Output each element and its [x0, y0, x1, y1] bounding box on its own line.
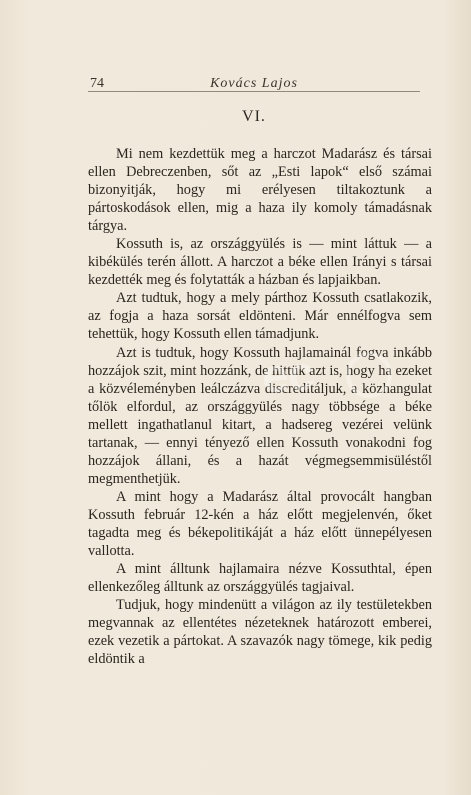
paragraph: Azt is tudtuk, hogy Kossuth hajlamainál fogva inkább hozzájok szit, mint hozzánk, de hittük azt is, hogy ha ezeket a közvéleményben leálczázva discreditáljuk, a közhangulat tőlök elfordul, az országgyülés nagy többsége a béke mellett ingathatlanul kitart, a hadsereg vezérei velünk tartanak, — ennyi tényező ellen Kossuth vonakodni fog hozzájok állani, és a hazát végmegsemmisüléstől megmenthetjük.	[88, 344, 432, 487]
chapter-heading: VI.	[242, 108, 266, 125]
paragraph: Azt tudtuk, hogy a mely párthoz Kossuth csatlakozik, az fogja a haza sorsát eldönteni. Már ennélfogva sem tehettük, hogy Kossuth ellen támadjunk.	[88, 290, 432, 343]
paragraph: Tudjuk, hogy mindenütt a világon az ily testületekben megvannak az ellentétes nézeteknek határozott emberei, ezek vezetik a pártokat. A szavazók nagy tömege, kik pedig eldöntik a	[88, 597, 432, 668]
paragraph: A mint álltunk hajlamaira nézve Kossuthtal, épen ellenkezőleg álltunk az országgyülés tagjaival.	[88, 561, 432, 596]
page-number: 74	[90, 76, 104, 91]
header-rule	[88, 91, 420, 92]
paragraph: Mi nem kezdettük meg a harczot Madarász és társai ellen Debreczenben, sőt az „Esti lapok“ első számai bizonyitják, hogy mi erélyesen tiltakoztunk a pártoskodások ellen, mig a haza ily komoly támadásnak tárgya.	[88, 146, 432, 235]
running-head: Kovács Lajos	[210, 76, 298, 91]
paragraph: Kossuth is, az országgyülés is — mint láttuk — a kibékülés terén állott. A harczot a béke ellen Irányi s társai kezdették meg és folytatták a házban és lapjaikban.	[88, 236, 432, 289]
body-text	[88, 145, 432, 668]
watermark-logo: ec	[260, 347, 316, 404]
paragraph: A mint hogy a Madarász által provocált hangban Kossuth február 12-kén a ház előtt megjelenvén, őket tagadta meg és békepolitikáját a ház előtt ünnepélyesen vallotta.	[88, 488, 432, 560]
